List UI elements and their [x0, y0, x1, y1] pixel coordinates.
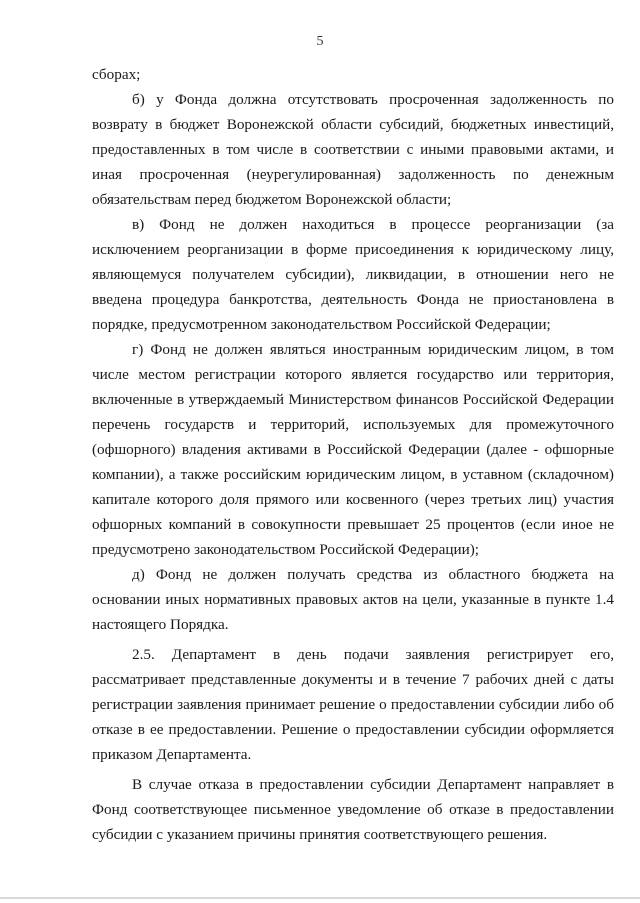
- scan-edge-line: [0, 897, 640, 899]
- document-body: [92, 62, 614, 847]
- paragraph-item-d: д) Фонд не должен получать средства из областного бюджета на основании иных нормативных правовых актов на цели, указанные в пункте 1.4 настоящего Порядка.: [92, 566, 614, 633]
- paragraph-item-v: в) Фонд не должен находиться в процессе реорганизации (за исключением реорганизации в форме присоединения к юридическому лицу, являющемуся получателем субсидии), ликвидации, в отношении него не введена процедура банкротства, деятельность Фонда не приостановлена в порядке, предусмотренном законодательством Российской Федерации;: [92, 216, 614, 333]
- page-number: 5: [316, 34, 324, 49]
- paragraph-refusal: В случае отказа в предоставлении субсидии Департамент направляет в Фонд соответствующее письменное уведомление об отказе в предоставлении субсидии с указанием причины принятия соответствующего решения.: [92, 776, 614, 843]
- paragraph-continuation: сборах;: [92, 66, 141, 83]
- paragraph-clause-2-5: 2.5. Департамент в день подачи заявления регистрирует его, рассматривает представленные документы и в течение 7 рабочих дней с даты регистрации заявления принимает решение о предоставлении субсидии либо об отказе в ее предоставлении. Решение о предоставлении субсидии оформляется приказом Департамента.: [92, 646, 614, 763]
- paragraph-item-b: б) у Фонда должна отсутствовать просроченная задолженность по возврату в бюджет Воронежской области субсидий, бюджетных инвестиций, предоставленных в том числе в соответствии с иными правовыми актами, и иная просроченная (неурегулированная) задолженность по денежным обязательствам перед бюджетом Воронежской области;: [92, 91, 614, 208]
- paragraph-item-g: г) Фонд не должен являться иностранным юридическим лицом, в том числе местом регистрации которого является государство или территория, включенные в утверждаемый Министерством финансов Российской Федерации перечень государств и территорий, используемых для промежуточного (офшорного) владения активами в Российской Федерации (далее - офшорные компании), а также российским юридическим лицом, в уставном (складочном) капитале которого доля прямого или косвенного (через третьих лиц) участия офшорных компаний в совокупности превышает 25 процентов (если иное не предусмотрено законодательством Российской Федерации);: [92, 341, 614, 558]
